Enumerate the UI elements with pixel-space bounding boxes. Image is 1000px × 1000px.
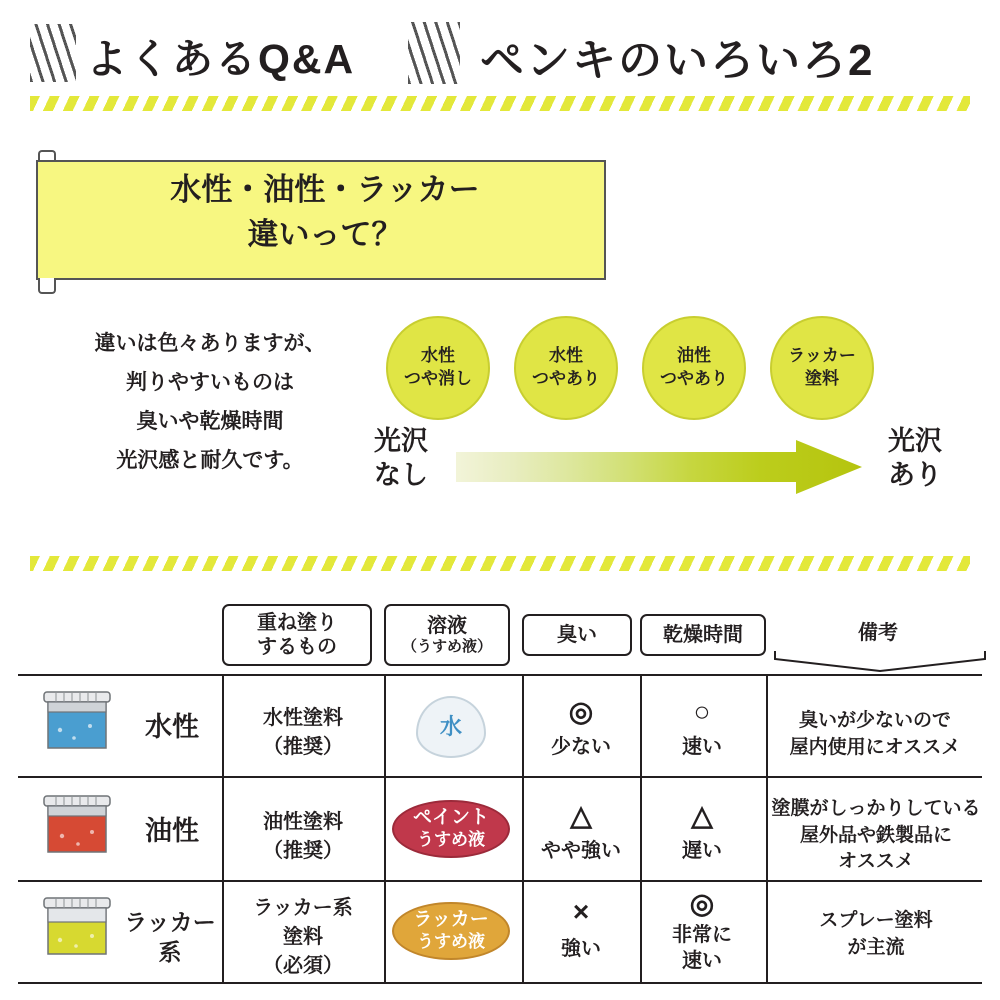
row-2-dry-word xyxy=(642,922,762,974)
gloss-circle-3-line2: 塗料 xyxy=(804,369,839,388)
slash-decoration-icon xyxy=(30,24,76,82)
row-2-solvent-blob xyxy=(392,902,510,960)
row-1-solvent-line1: ペイント xyxy=(412,807,489,829)
intro-paragraph xyxy=(60,325,360,480)
table-header-recoat xyxy=(222,604,372,666)
row-1-recoat-line1: 油性塗料 xyxy=(263,811,343,833)
intro-line-4: 光沢感と耐久です。 xyxy=(116,448,304,472)
table-header-smell xyxy=(522,614,632,656)
gloss-circle-1-line2: つやあり xyxy=(532,369,600,388)
row-1-note xyxy=(770,796,982,876)
table-header-recoat-line1: 重ね塗り xyxy=(257,612,337,634)
gloss-circle-2-line2: つやあり xyxy=(660,369,728,388)
gloss-circle-2 xyxy=(642,316,746,420)
row-2-dry-word-line2: 速い xyxy=(682,950,722,972)
row-0-dry-mark: ○ xyxy=(693,696,711,727)
banner-line-2: 違いって？ xyxy=(247,216,403,252)
row-0-smell-word: 少ない xyxy=(551,736,611,758)
row-2-recoat-line1: ラッカー系 xyxy=(253,897,353,919)
row-1-note-line3: オススメ xyxy=(838,851,914,873)
table-header-solvent xyxy=(384,604,510,666)
gloss-label-high xyxy=(872,425,958,493)
table-header-drytime-line1: 乾燥時間 xyxy=(663,624,743,646)
row-0-dry-word: 速い xyxy=(682,736,722,758)
gloss-label-none xyxy=(358,425,444,493)
row-1-smell-word: やや強い xyxy=(541,840,621,862)
gloss-label-none-line1: 光沢 xyxy=(374,426,428,456)
question-banner-text xyxy=(60,168,590,258)
row-2-solvent-line2: うすめ液 xyxy=(417,932,485,952)
row-0-name: 水性 xyxy=(145,712,199,742)
table-vrule-5 xyxy=(766,674,768,982)
gloss-arrow-svg xyxy=(456,440,862,494)
row-0-note-line2: 屋内使用にオススメ xyxy=(789,736,961,758)
gloss-circle-1-line1: 水性 xyxy=(549,346,583,366)
row-0-note-line1: 臭いが少ないので xyxy=(798,710,951,731)
header-title-left: よくあるQ&A xyxy=(86,36,356,82)
row-1-note-line2: 屋外品や鉄製品に xyxy=(799,824,952,846)
row-0-recoat-line2: （推奨） xyxy=(263,736,343,758)
row-2-name-line1: ラッカー xyxy=(124,909,216,935)
table-rule-bottom xyxy=(18,982,982,984)
table-rule-1 xyxy=(18,776,982,778)
table-header-solvent-line1: 溶液 xyxy=(426,615,467,637)
intro-line-1: 違いは色々ありますが、 xyxy=(94,332,326,355)
table-rule-top xyxy=(18,674,982,676)
paint-can-icon xyxy=(40,690,114,752)
banner-line-1: 水性・油性・ラッカー xyxy=(170,172,480,207)
slash-decoration-icon xyxy=(408,22,460,84)
gloss-circle-2-line1: 油性 xyxy=(677,346,711,366)
table-header-solvent-line2: （うすめ液） xyxy=(401,638,492,655)
intro-line-2: 判りやすいものは xyxy=(126,370,294,394)
row-0-smell-mark: ◎ xyxy=(568,696,594,727)
paint-can-icon xyxy=(40,794,114,856)
stripe-divider-mid xyxy=(30,556,970,571)
row-0-solvent-blob: 水 xyxy=(416,696,486,758)
row-1-recoat-line2: （推奨） xyxy=(263,840,343,862)
row-2-recoat xyxy=(224,894,382,981)
gloss-circle-0 xyxy=(386,316,490,420)
note-bracket-icon xyxy=(774,650,986,672)
intro-line-3: 臭いや乾燥時間 xyxy=(136,409,284,433)
row-1-dry-word: 遅い xyxy=(682,840,722,862)
header-title-right: ペンキのいろいろ2 xyxy=(480,36,875,85)
table-rule-2 xyxy=(18,880,982,882)
table-header-recoat-line2: するもの xyxy=(257,636,337,658)
gloss-label-high-line2: あり xyxy=(888,459,942,490)
gloss-circle-3-line1: ラッカー xyxy=(788,346,856,366)
table-header-drytime xyxy=(640,614,766,656)
row-2-note-line2: が主流 xyxy=(847,936,905,958)
gloss-gradient-arrow xyxy=(456,440,862,494)
row-2-name xyxy=(118,908,222,968)
gloss-circle-3 xyxy=(770,316,874,420)
scroll-pin-bottom-icon xyxy=(38,278,56,294)
row-1-dry-mark: △ xyxy=(691,800,713,831)
row-2-smell-mark: × xyxy=(572,896,590,927)
row-1-solvent-blob xyxy=(392,800,510,858)
row-2-note xyxy=(770,908,982,961)
row-2-recoat-line2: 塗料 xyxy=(283,926,323,948)
row-2-solvent-line1: ラッカー xyxy=(413,909,489,931)
paint-can-icon xyxy=(40,896,114,958)
gloss-circle-0-line2: つや消し xyxy=(404,369,472,388)
gloss-circle-0-line1: 水性 xyxy=(421,346,455,366)
gloss-circle-1 xyxy=(514,316,618,420)
row-1-smell-mark: △ xyxy=(570,800,592,831)
row-2-note-line1: スプレー塗料 xyxy=(819,910,933,931)
row-0-recoat xyxy=(224,704,382,762)
row-1-solvent-line2: うすめ液 xyxy=(416,830,485,850)
row-0-recoat-line1: 水性塗料 xyxy=(263,707,343,729)
table-vrule-2 xyxy=(384,674,386,982)
table-header-smell-line1: 臭い xyxy=(557,624,597,646)
row-2-dry-word-line1: 非常に xyxy=(672,924,732,946)
row-1-recoat xyxy=(224,808,382,866)
gloss-label-none-line2: なし xyxy=(374,459,428,490)
row-2-name-line2: 系 xyxy=(158,938,182,965)
gloss-label-high-line1: 光沢 xyxy=(888,426,942,456)
row-1-note-line1: 塗膜がしっかりしている xyxy=(771,798,981,819)
row-1-name: 油性 xyxy=(145,816,199,846)
stripe-divider-top xyxy=(30,96,970,111)
row-2-dry-mark: ◎ xyxy=(689,888,715,919)
table-header-note: 備考 xyxy=(858,622,898,644)
row-0-note xyxy=(770,708,980,761)
row-2-smell-word: 強い xyxy=(561,938,601,960)
row-2-recoat-line3: （必須） xyxy=(263,955,343,977)
